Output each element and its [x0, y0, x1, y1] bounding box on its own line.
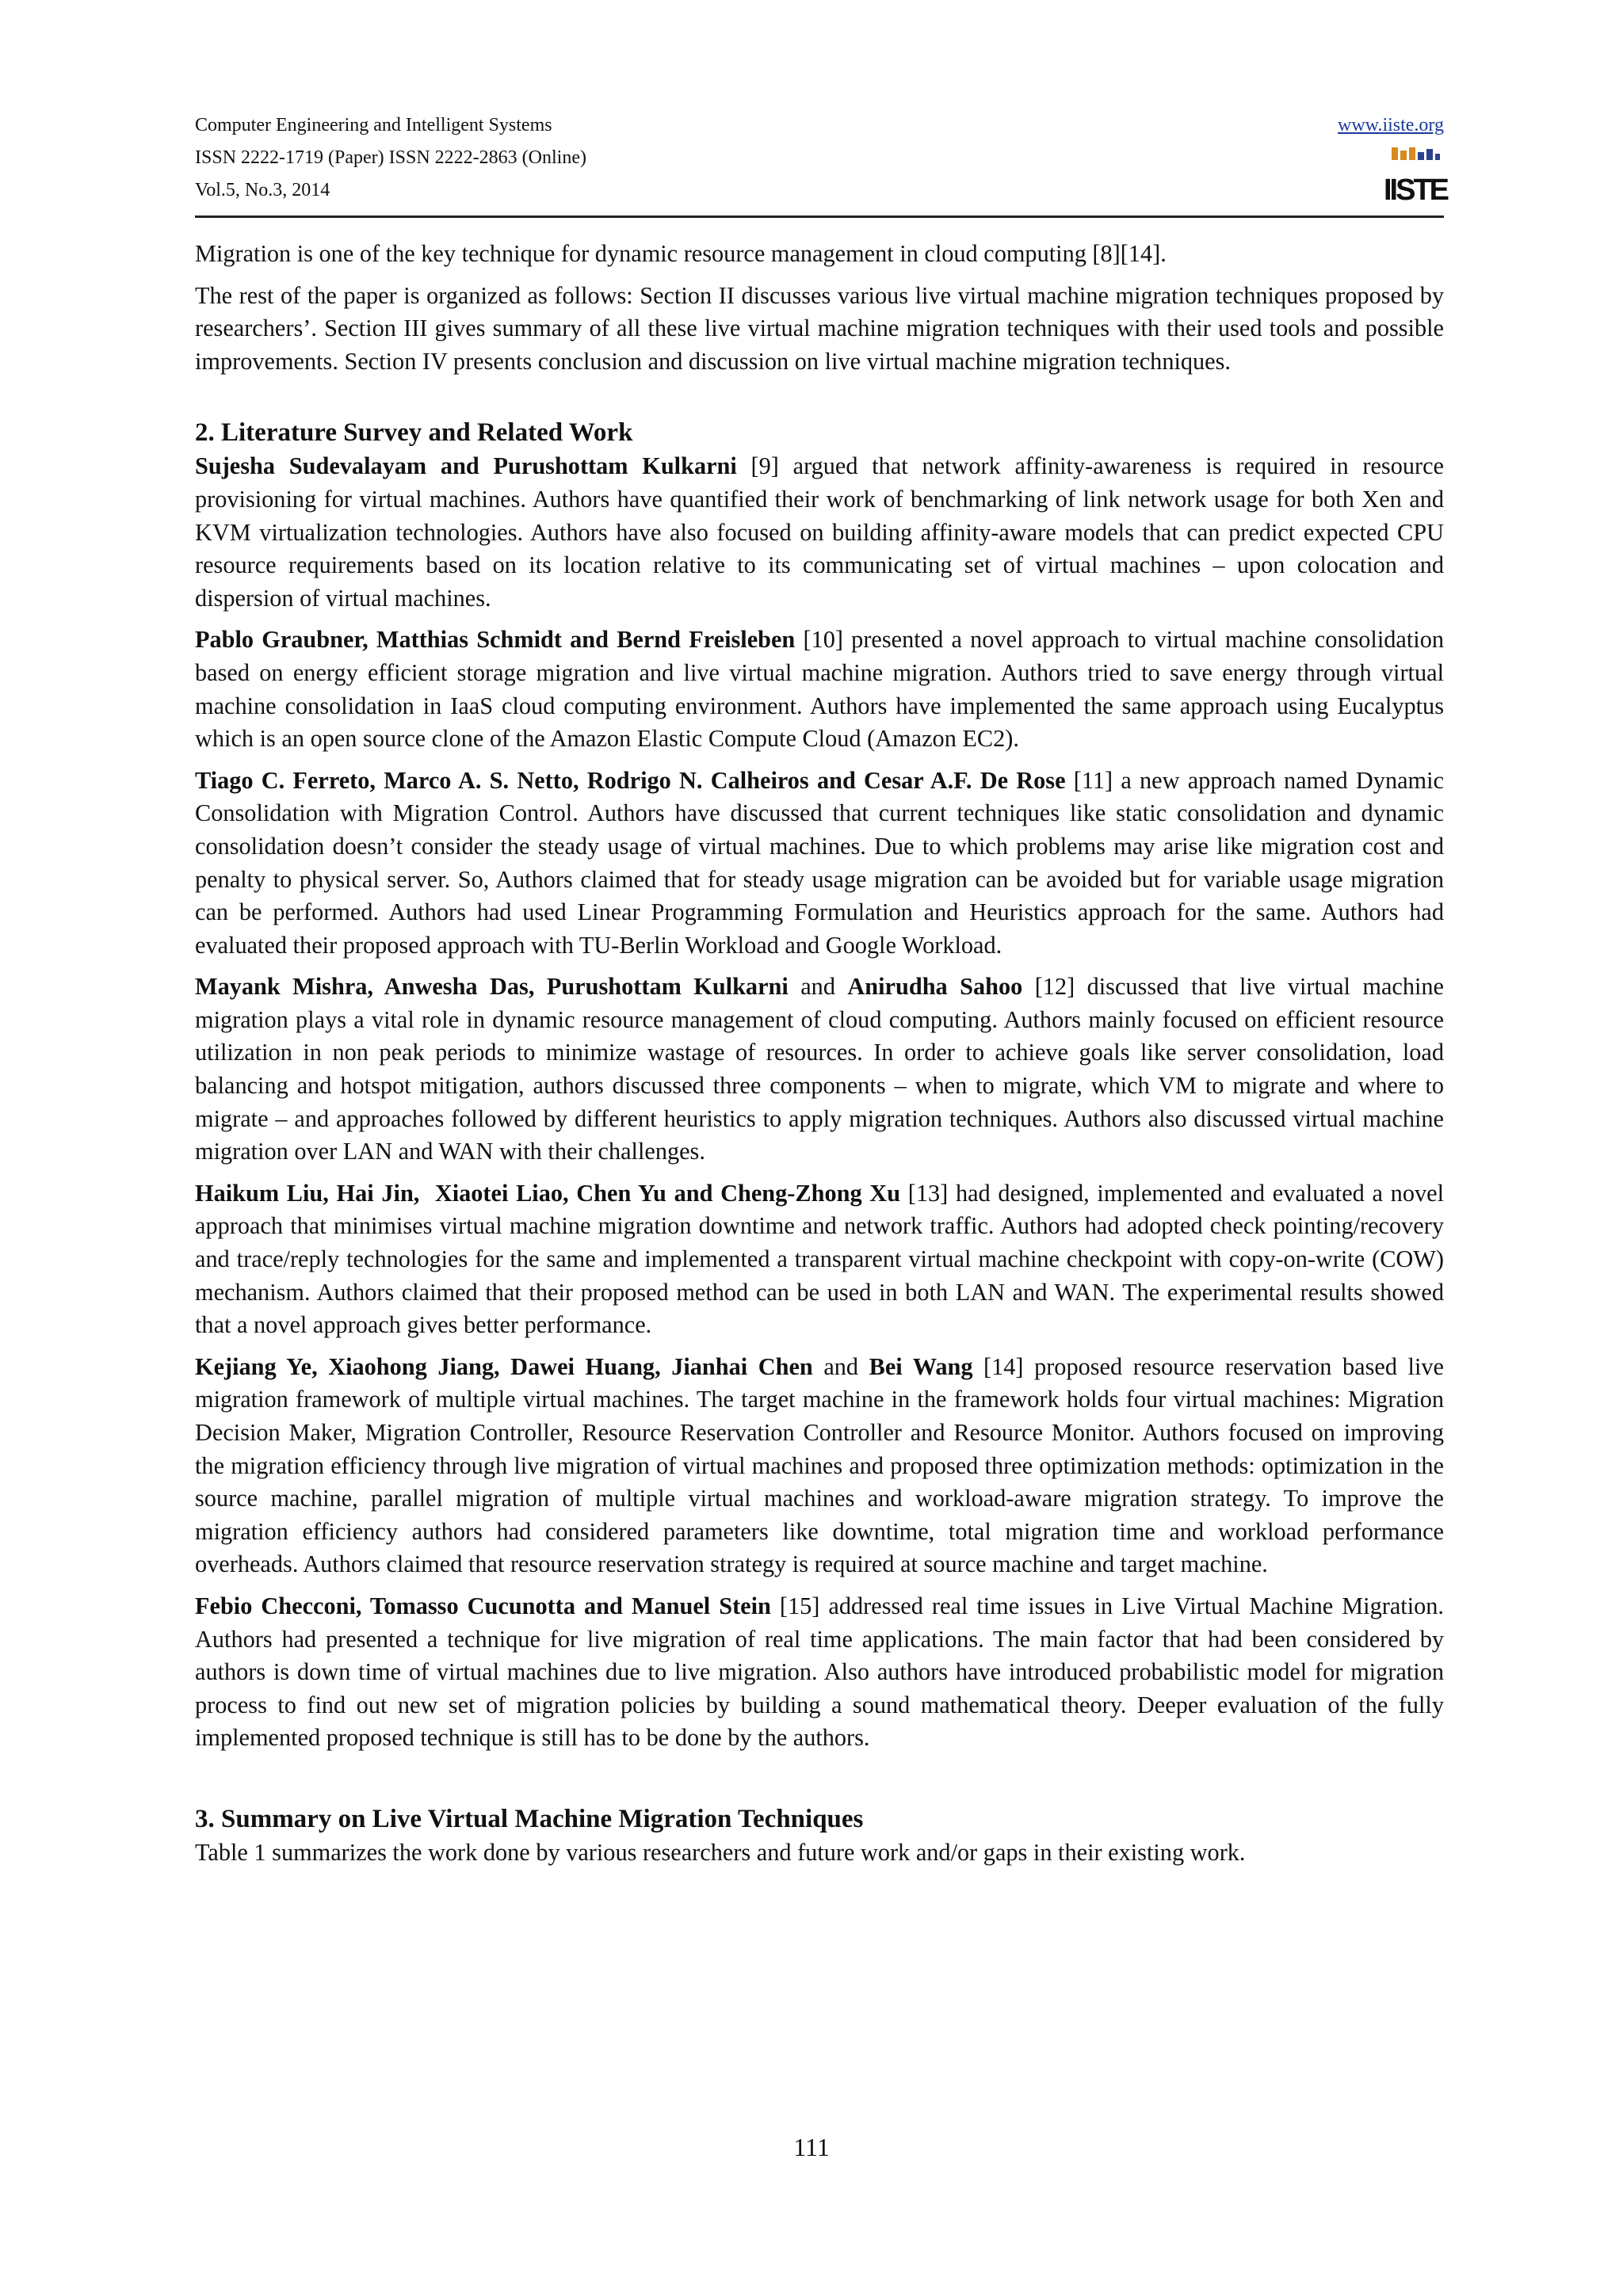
iiste-logo-icon: [1383, 146, 1448, 208]
entry-text: [9] argued that network affinity-awareness is required in resource provisioning for virtual machines. Authors have quantified their work of benchmarking of link network usage for both Xen and KVM virtualization technologies. Authors have also focused on building affinity-aware models that can predict expected CPU resource requirements based on its location relative to its communicating set of virtual machines – upon colocation and dispersion of virtual machines.: [195, 452, 1444, 612]
running-header: [195, 109, 1448, 218]
entry-text: [13] had designed, implemented and evaluated a novel approach that minimises virtual machine migration downtime and network traffic. Authors had adopted check pointing/recovery and trace/reply technologies for the same and implemented a transparent virtual machine checkpoint with copy-on-write (COW) mechanism. Authors claimed that their proposed method can be used in both LAN and WAN. The experimental results showed that a novel approach gives better performance.: [195, 1179, 1444, 1339]
related-work-entry: [195, 450, 1444, 615]
page-number: 111: [793, 2133, 830, 2161]
related-work-entry: [195, 624, 1444, 755]
article-body: [195, 238, 1444, 1878]
journal-issn: ISSN 2222-1719 (Paper) ISSN 2222-2863 (Online): [195, 147, 586, 168]
entry-connector: and: [812, 1352, 869, 1380]
intro-paragraph-2: The rest of the paper is organized as follows: Section II discusses various live virtual machine migration techniques proposed by researchers’. Section III gives summary of all these live virtual machine migration techniques with their used tools and possible improvements. Section IV presents conclusion and discussion on live virtual machine migration techniques.: [195, 281, 1444, 375]
section-3-paragraph: Table 1 summarizes the work done by various researchers and future work and/or gaps in their existing work.: [195, 1838, 1246, 1866]
entry-authors: Pablo Graubner, Matthias Schmidt and Bernd Freisleben: [195, 626, 796, 654]
entry-authors: Tiago C. Ferreto, Marco A. S. Netto, Rodrigo N. Calheiros and Cesar A.F. De Rose: [195, 766, 1066, 794]
related-work-entry: [195, 1590, 1444, 1755]
entry-text: [15] addressed real time issues in Live Virtual Machine Migration. Authors had presented a technique for live migration of real time applications. The main factor that had been considered by authors is down time of virtual machines due to live migration. Also authors have introduced probabilistic model for migration process to find out new set of migration policies by building a sound mathematical theory. Deeper evaluation of the fully implemented proposed technique is still has to be done by the authors.: [195, 1592, 1444, 1752]
logo-text: IISTE: [1383, 174, 1448, 207]
journal-title: Computer Engineering and Intelligent Systems: [195, 115, 552, 135]
entry-authors: Kejiang Ye, Xiaohong Jiang, Dawei Huang, Jianhai Chen: [195, 1352, 813, 1380]
entry-text: [14] proposed resource reservation based live migration framework of multiple virtual machines. The target machine in the framework holds four virtual machines: Migration Decision Maker, Migration Controller, Resource Reservation Controller and Resource Monitor. Authors focused on improving the migration efficiency through live migration of virtual machines and proposed three optimization methods: optimization in the source machine, parallel migration of multiple virtual machines and workload-aware migration strategy. To improve the migration efficiency authors had considered parameters like downtime, total migration time and workload performance overheads. Authors claimed that resource reservation strategy is required at source machine and target machine.: [195, 1352, 1444, 1578]
entry-authors: Mayank Mishra, Anwesha Das, Purushottam Kulkarni: [195, 973, 789, 1001]
journal-volume: Vol.5, No.3, 2014: [195, 180, 330, 200]
section-3-heading: 3. Summary on Live Virtual Machine Migration Techniques: [195, 1804, 864, 1833]
entry-connector: and: [788, 973, 848, 1001]
entry-text: [11] a new approach named Dynamic Consolidation with Migration Control. Authors have discussed that current techniques like static consolidation and dynamic consolidation doesn’t consider the steady usage of virtual machines. Due to which problems may arise like migration cost and penalty to physical server. So, Authors claimed that for steady usage migration can be avoided but for variable usage migration can be performed. Authors had used Linear Programming Formulation and Heuristics approach for the same. Authors had evaluated their proposed approach with TU-Berlin Workload and Google Workload.: [195, 766, 1444, 959]
related-work-entry: [195, 765, 1444, 963]
related-work-entry: [195, 971, 1444, 1169]
entry-authors: Sujesha Sudevalayam and Purushottam Kulkarni: [195, 452, 737, 480]
related-work-entry: [195, 1351, 1444, 1581]
entry-authors-2: Anirudha Sahoo: [847, 973, 1023, 1001]
entry-authors: Febio Checconi, Tomasso Cucunotta and Manuel Stein: [195, 1592, 771, 1619]
entry-authors: Haikum Liu, Hai Jin, Xiaotei Liao, Chen Yu and Cheng-Zhong Xu: [195, 1179, 901, 1207]
journal-info: [195, 109, 586, 207]
site-link[interactable]: www.iiste.org: [1338, 115, 1444, 135]
section-2-heading: 2. Literature Survey and Related Work: [195, 418, 633, 448]
related-work-entry: [195, 1177, 1444, 1342]
entry-text: [12] discussed that live virtual machine migration plays a vital role in dynamic resource management of cloud computing. Authors mainly focused on efficient resource utilization in non peak periods to minimize wastage of resources. In order to achieve goals like server consolidation, load balancing and hotspot mitigation, authors discussed three components – when to migrate, which VM to migrate and where to migrate – and approaches followed by different heuristics to apply migration techniques. Authors also discussed virtual machine migration over LAN and WAN with their challenges.: [195, 973, 1444, 1165]
entry-authors-2: Bei Wang: [869, 1352, 973, 1380]
intro-paragraph-1: Migration is one of the key technique for dynamic resource management in cloud computing [8][14].: [195, 240, 1167, 267]
entry-text: [10] presented a novel approach to virtual machine consolidation based on energy efficient storage migration and live virtual machine migration. Authors tried to save energy through virtual machine consolidation in IaaS cloud computing environment. Authors have implemented the same approach using Eucalyptus which is an open source clone of the Amazon Elastic Compute Cloud (Amazon EC2).: [195, 626, 1444, 753]
